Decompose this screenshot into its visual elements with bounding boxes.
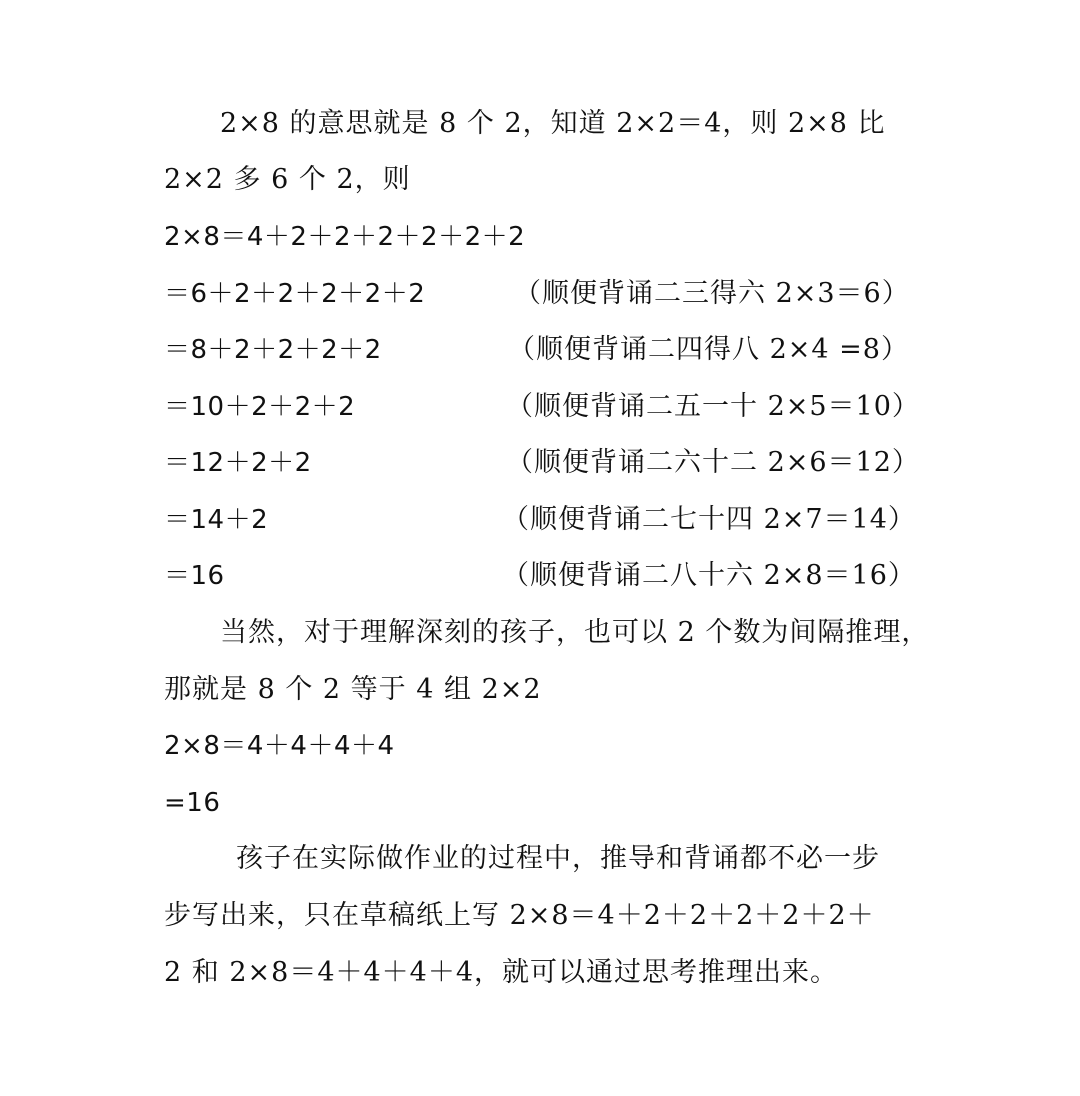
derivation-note-3: （顺便背诵二四得八 2×4 =8） (508, 334, 909, 365)
derivation2-step-1: 2×8＝4＋4＋4＋4 (164, 731, 395, 761)
derivation-step-4: ＝10＋2＋2＋2 (164, 392, 356, 422)
derivation2-step-2: =16 (164, 788, 221, 818)
derivation-note-6: （顺便背诵二七十四 2×7＝14） (502, 504, 916, 535)
paragraph-3-line-1: 孩子在实际做作业的过程中，推导和背诵都不必一步 (236, 843, 880, 874)
derivation-note-7: （顺便背诵二八十六 2×8＝16） (502, 560, 916, 591)
derivation-note-2: （顺便背诵二三得六 2×3＝6） (514, 278, 910, 309)
derivation-step-7: ＝16 (164, 561, 225, 591)
derivation-step-1: 2×8＝4＋2＋2＋2＋2＋2＋2 (164, 222, 526, 252)
derivation-step-5: ＝12＋2＋2 (164, 448, 312, 478)
derivation-step-2: ＝6＋2＋2＋2＋2＋2 (164, 279, 426, 309)
derivation-note-4: （顺便背诵二五一十 2×5＝10） (506, 391, 920, 422)
derivation-step-6: ＝14＋2 (164, 505, 269, 535)
derivation-note-5: （顺便背诵二六十二 2×6＝12） (506, 447, 920, 478)
paragraph-1-line-1: 2×8 的意思就是 8 个 2，知道 2×2＝4，则 2×8 比 (220, 108, 886, 139)
paragraph-2-line-2: 那就是 8 个 2 等于 4 组 2×2 (164, 674, 542, 705)
paragraph-1-line-2: 2×2 多 6 个 2，则 (164, 164, 411, 195)
paragraph-3-line-2: 步写出来，只在草稿纸上写 2×8＝4＋2＋2＋2＋2＋2＋ (164, 900, 875, 931)
derivation-step-3: ＝8＋2＋2＋2＋2 (164, 335, 382, 365)
paragraph-3-line-3: 2 和 2×8＝4＋4＋4＋4，就可以通过思考推理出来。 (164, 957, 839, 988)
paragraph-2-line-1: 当然，对于理解深刻的孩子，也可以 2 个数为间隔推理， (220, 617, 930, 648)
